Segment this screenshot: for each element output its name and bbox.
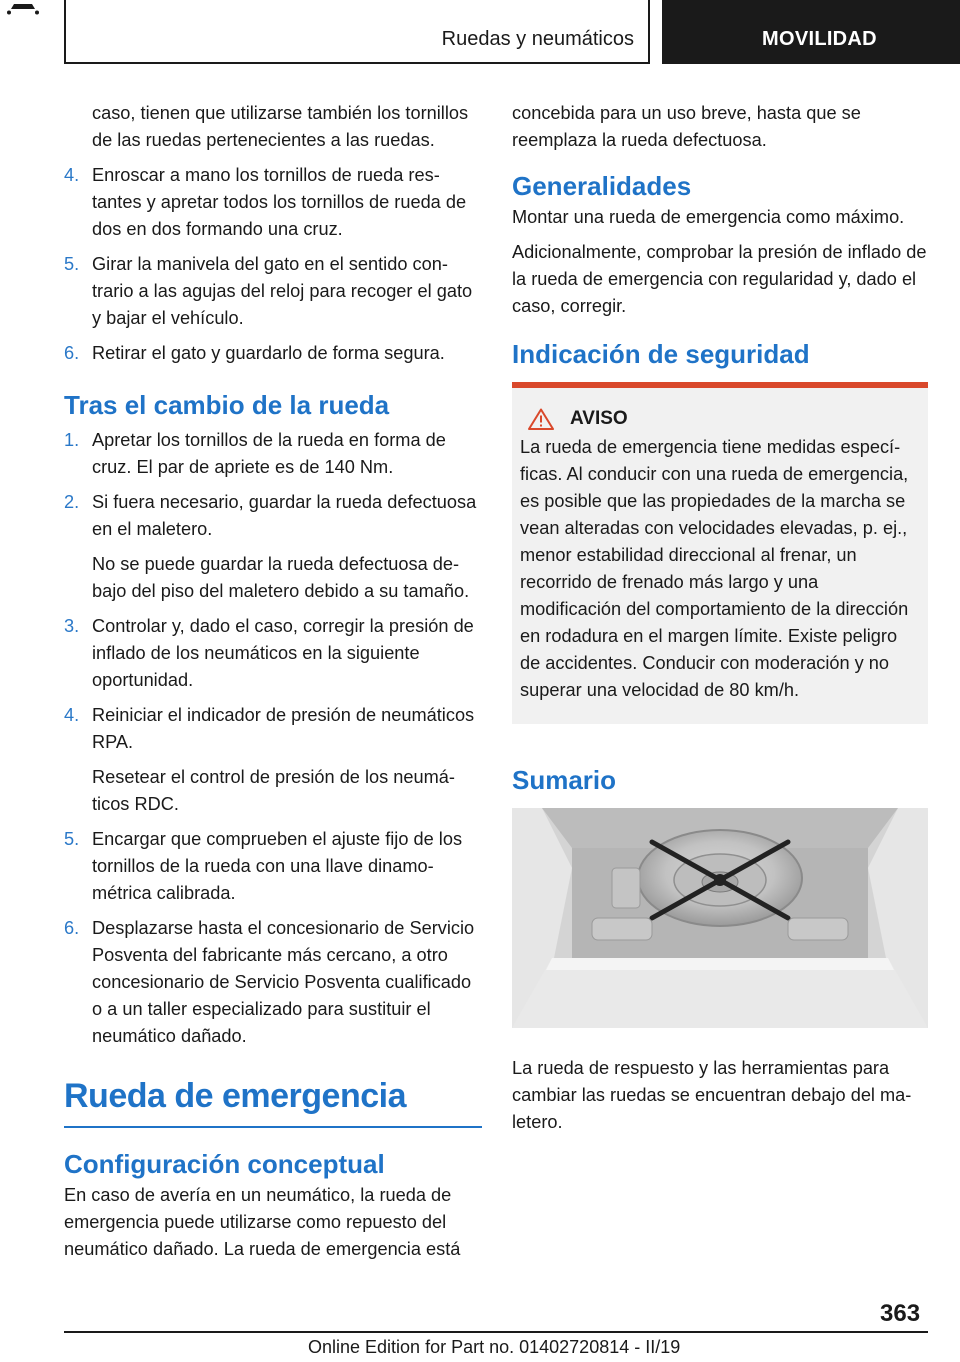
left-column [64,100,482,1271]
list-item: 1. Apretar los tornillos de la rueda en forma de cruz. El par de apriete es de 140 Nm. [64,430,446,477]
page-number: 363 [880,1300,921,1327]
list-item: 5. Girar la manivela del gato en el sentido contrario a las agujas del reloj para recoger el gato y bajar el vehículo. [64,254,473,328]
heading-sumario: Sumario [512,765,617,795]
list-item: 4. Reiniciar el indicador de presión de neumáticos RPA. Resetear el control de presión de los neumáticos RDC. [64,705,475,814]
continued-text: concebida para un uso breve, hasta que se reemplaza la rueda defectuosa. [512,103,861,150]
heading-tras-cambio: Tras el cambio de la rueda [64,390,390,420]
warning-text: La rueda de emergencia tiene medidas específicas. Al conducir con una rueda de emergencia, es posible que las propiedades de la marcha se vean alteradas con velocidades elevadas, p. ej., menor estabilidad direccional al frenar, un recorrido de frenado más largo y una modificación del comportamiento de la dirección en rodadura en el margen límite. Existe peligro de accidentes. Conducir con moderación y no superar una velocidad de 80 km/h. [520,437,909,700]
header-category-box [662,0,960,64]
heading-generalidades: Generalidades [512,171,692,201]
continued-text: caso, tienen que utilizarse también los tornillos de las ruedas pertenecientes a las ruedas. [92,103,469,150]
config-paragraph: En caso de avería en un neumático, la rueda de emergencia puede utilizarse como repuesto del neumático dañado. La rueda de emergencia está [64,1185,461,1259]
warning-label: AVISO [570,408,628,429]
list-item: 6. Retirar el gato y guardarlo de forma segura. [64,343,445,363]
steps-list-a [64,162,482,367]
heading-configuracion: Configuración conceptual [64,1149,385,1179]
list-item: 5. Encargar que comprueben el ajuste fijo de los tornillos de la rueda con una llave dinamométrica calibrada. [64,829,463,903]
car-icon [0,0,46,22]
generalidades-p1: Montar una rueda de emergencia como máximo. [512,207,905,227]
warning-title [520,408,920,430]
steps-list-b [64,427,482,1050]
heading-underline [64,1126,482,1128]
header-section-box [64,0,650,64]
header-category-label: MOVILIDAD [762,28,877,50]
list-item: 4. Enroscar a mano los tornillos de rueda restantes y apretar todos los tornillos de rueda de dos en dos formando una cruz. [64,165,467,239]
right-column [512,100,928,1144]
footer-rule [64,1331,928,1333]
heading-seguridad: Indicación de seguridad [512,339,810,369]
warning-triangle-icon [528,408,554,430]
list-item: 2. Si fuera necesario, guardar la rueda defectuosa en el maletero. No se puede guardar la rueda defectuosa debajo del piso del maletero debido a su tamaño. [64,492,477,601]
heading-rueda-emergencia: Rueda de emergencia [64,1077,406,1115]
generalidades-p2: Adicionalmente, comprobar la presión de inflado de la rueda de emergencia con regularidad y, dado el caso, corregir. [512,242,927,316]
list-item: 3. Controlar y, dado el caso, corregir la presión de inflado de los neumáticos en la siguiente oportunidad. [64,616,474,690]
footer-edition: Online Edition for Part no. 01402720814 - II/19 [308,1337,681,1357]
list-item: 6. Desplazarse hasta el concesionario de Servicio Posventa del fabricante más cercano, a otro concesionario de Servicio Posventa cualificado o a un taller especializado para sustituir el neumático dañado. [64,918,475,1046]
header-section-title: Ruedas y neumáticos [441,28,634,50]
sumario-text: La rueda de respuesto y las herramientas para cambiar las ruedas se encuentran debajo del maletero. [512,1058,912,1132]
trunk-spare-wheel-image [512,808,928,1028]
warning-box [512,382,928,724]
